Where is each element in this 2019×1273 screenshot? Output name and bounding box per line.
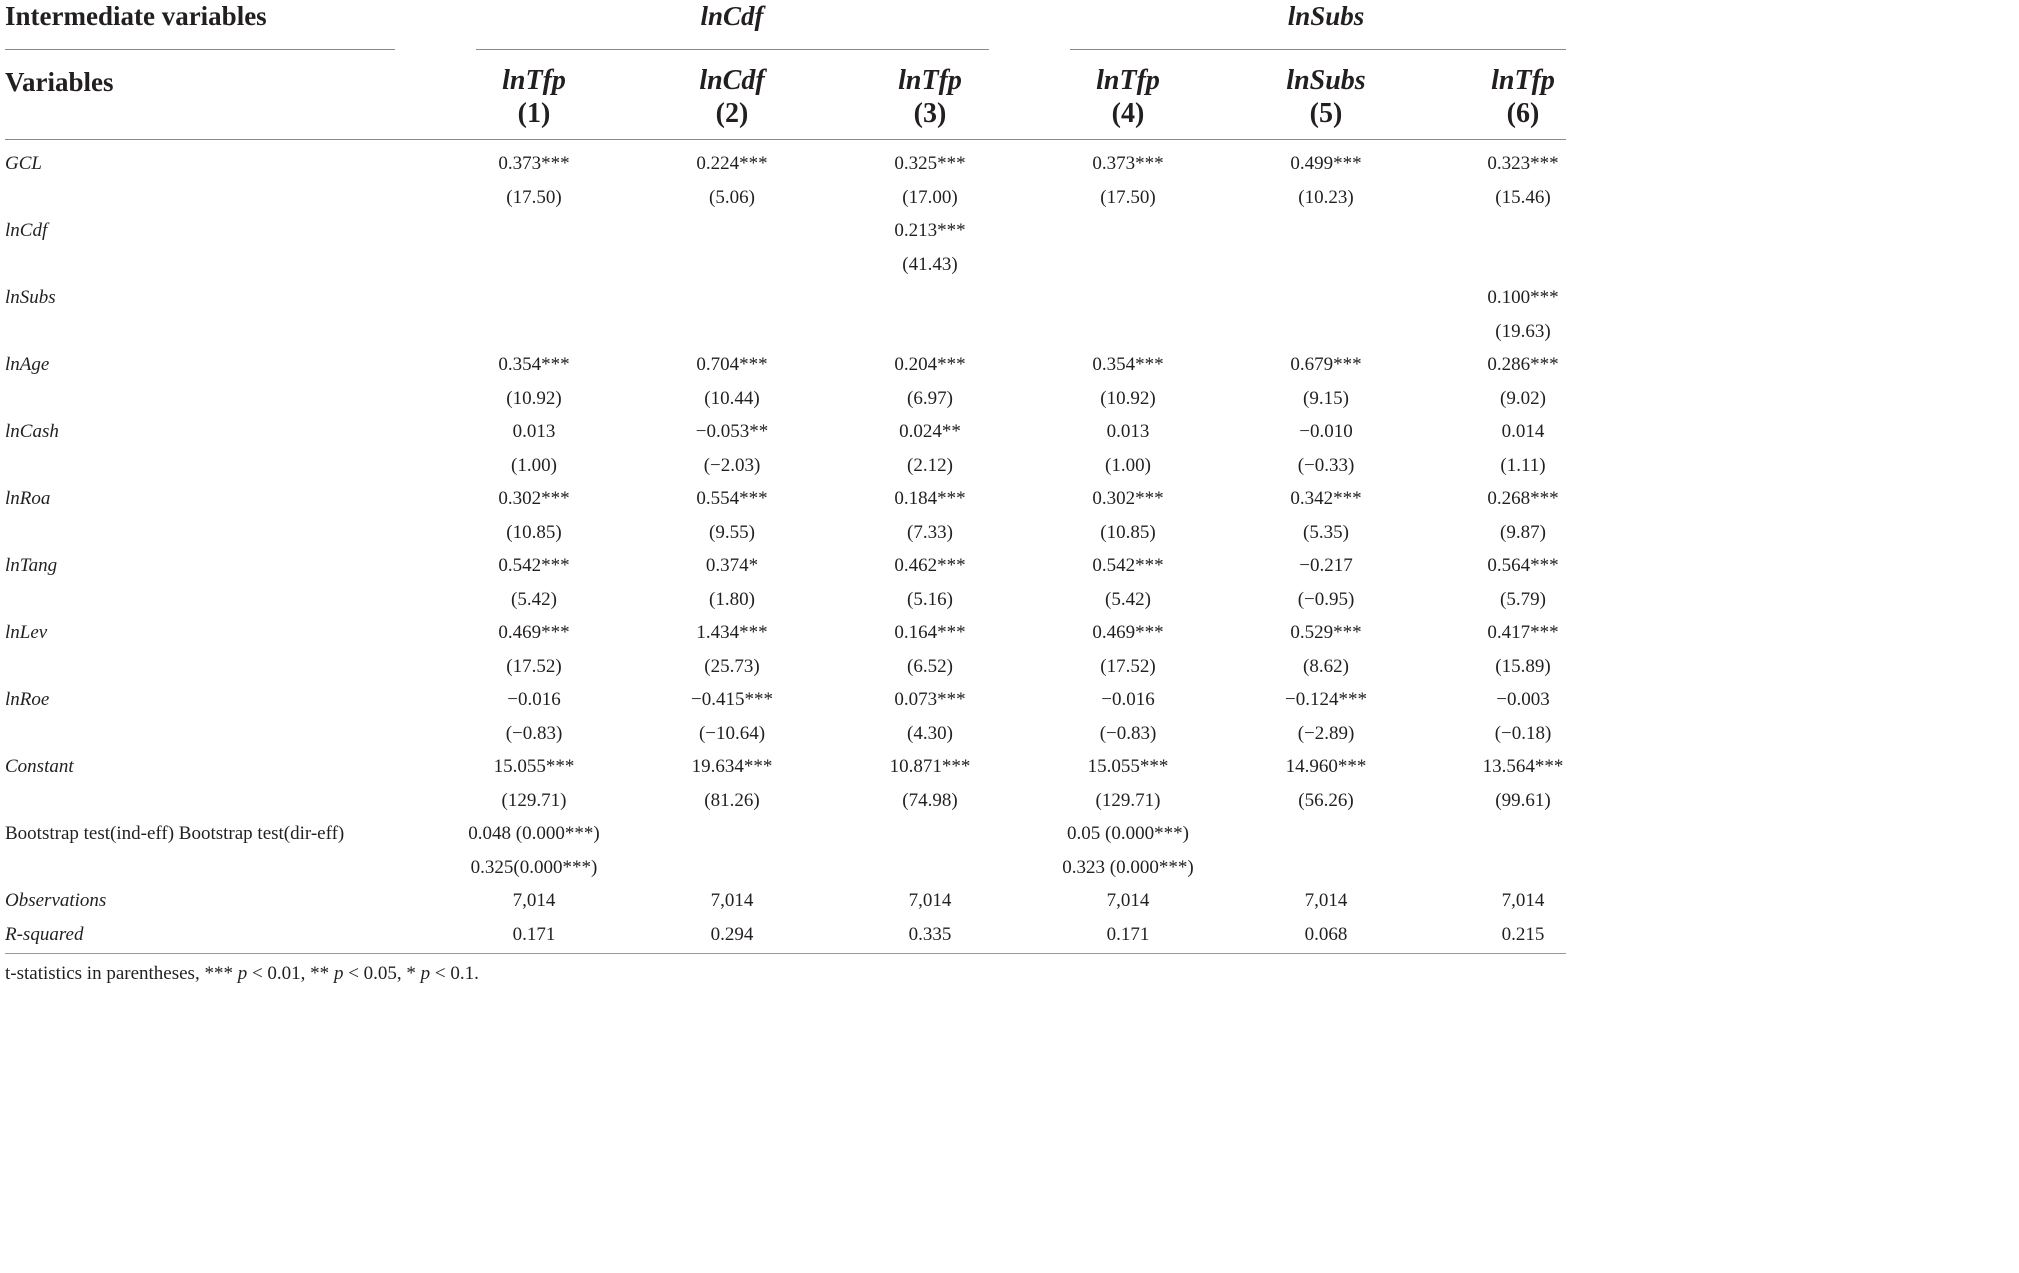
table-row — [0, 549, 1566, 583]
row-label: lnSubs — [5, 287, 56, 308]
column-name: lnTfp — [1096, 65, 1160, 96]
footnote-p1: p — [237, 963, 248, 984]
row-label: GCL — [5, 153, 42, 174]
table-cell: 0.354*** — [498, 354, 570, 375]
table-cell: 1.434*** — [696, 622, 768, 643]
footnote-t1: < 0.01, ** — [247, 963, 334, 984]
table-cell: 0.213*** — [894, 220, 966, 241]
corner-title: Intermediate variables — [5, 1, 267, 31]
row-label: lnTang — [5, 555, 58, 576]
column-number: (5) — [1309, 98, 1343, 129]
table-cell: 0.048 (0.000***) — [468, 823, 600, 844]
row-label: lnCdf — [5, 220, 48, 241]
table-cell: 0.024** — [899, 421, 961, 442]
table-row — [0, 750, 1566, 784]
table-row — [0, 683, 1566, 717]
column-name: lnTfp — [898, 65, 962, 96]
table-row — [0, 884, 1566, 918]
table-cell: (74.98) — [902, 789, 958, 811]
table-cell: (129.71) — [1095, 789, 1161, 811]
table-cell: (5.06) — [709, 186, 755, 208]
row-label: lnRoa — [5, 488, 51, 509]
table-cell: (5.16) — [907, 588, 953, 610]
table-cell: (17.50) — [1100, 186, 1156, 208]
table-cell: −0.415*** — [691, 689, 773, 710]
table-row — [0, 248, 1566, 282]
table-cell: (7.33) — [907, 521, 953, 543]
table-cell: 0.335 — [908, 923, 952, 945]
table-cell: 19.634*** — [691, 756, 773, 777]
column-header-2 — [699, 64, 764, 130]
table-cell: (15.46) — [1495, 186, 1551, 208]
group-header-lncdf: lnCdf — [700, 1, 764, 31]
table-row — [0, 583, 1566, 617]
table-cell: 7,014 — [1304, 890, 1348, 911]
table-cell: (5.42) — [1105, 588, 1151, 610]
table-row — [0, 482, 1566, 516]
table-row — [0, 817, 1566, 851]
table-cell: −0.016 — [507, 689, 561, 710]
table-cell: (10.23) — [1298, 186, 1354, 208]
column-header-4 — [1096, 64, 1160, 130]
table-cell: (−2.89) — [1297, 722, 1355, 744]
table-cell: 0.704*** — [696, 354, 768, 375]
table-cell: 0.215 — [1501, 923, 1545, 945]
column-header-1 — [502, 64, 566, 130]
table-row — [0, 851, 1566, 885]
table-cell: 0.342*** — [1290, 488, 1362, 509]
footnote-prefix: t-statistics in parentheses, *** — [5, 963, 238, 984]
table-cell: 0.679*** — [1290, 354, 1362, 375]
footnote-t3: < 0.1. — [430, 963, 479, 984]
table-cell: 0.164*** — [894, 622, 966, 643]
table-cell: 0.068 — [1304, 923, 1348, 945]
footnote — [5, 960, 479, 988]
table-cell: 0.184*** — [894, 488, 966, 509]
table-cell: (81.26) — [704, 789, 760, 811]
table-cell: (2.12) — [907, 454, 953, 476]
table-cell: (1.00) — [1105, 454, 1151, 476]
row-label: lnAge — [5, 354, 50, 375]
column-number: (2) — [715, 98, 749, 129]
column-number: (6) — [1506, 98, 1540, 129]
table-row — [0, 918, 1566, 952]
table-bottom-rule — [5, 953, 1566, 954]
table-cell: (−0.95) — [1297, 588, 1355, 610]
table-cell: 7,014 — [710, 890, 754, 911]
row-label: R-squared — [5, 923, 84, 945]
table-cell: (−0.33) — [1297, 454, 1355, 476]
table-cell: 0.373*** — [1092, 153, 1164, 174]
rule-under-lncdf-group — [476, 49, 989, 50]
table-cell: −0.053** — [695, 421, 769, 442]
table-cell: 0.268*** — [1487, 488, 1559, 509]
table-cell: (8.62) — [1303, 655, 1349, 677]
table-cell: (9.87) — [1500, 521, 1546, 543]
column-header-3 — [898, 64, 962, 130]
table-row — [0, 616, 1566, 650]
table-row — [0, 415, 1566, 449]
table-row — [0, 214, 1566, 248]
column-name: lnTfp — [502, 65, 566, 96]
table-cell: 7,014 — [908, 890, 952, 911]
table-cell: (10.92) — [1100, 387, 1156, 409]
row-label: Bootstrap test(ind-eff) Bootstrap test(dir-eff) — [5, 823, 345, 844]
table-cell: (10.85) — [506, 521, 562, 543]
table-cell: 0.073*** — [894, 689, 966, 710]
table-cell: −0.003 — [1496, 689, 1550, 710]
table-cell: 0.564*** — [1487, 555, 1559, 576]
table-row — [0, 181, 1566, 215]
table-row — [0, 784, 1566, 818]
table-cell: (1.80) — [709, 588, 755, 610]
table-cell: (10.85) — [1100, 521, 1156, 543]
table-cell: 0.499*** — [1290, 153, 1362, 174]
table-cell: 0.542*** — [498, 555, 570, 576]
table-cell: (15.89) — [1495, 655, 1551, 677]
column-number: (3) — [913, 98, 947, 129]
footnote-p3: p — [420, 963, 431, 984]
column-name: lnCdf — [699, 65, 765, 96]
table-cell: (129.71) — [501, 789, 567, 811]
table-row — [0, 449, 1566, 483]
table-cell: 0.374* — [705, 555, 759, 576]
table-row — [0, 281, 1566, 315]
column-header-6 — [1491, 64, 1555, 130]
footnote-t2: < 0.05, * — [343, 963, 421, 984]
table-cell: (17.52) — [1100, 655, 1156, 677]
table-cell: (25.73) — [704, 655, 760, 677]
table-cell: 0.325(0.000***) — [470, 856, 598, 878]
column-name: lnTfp — [1491, 65, 1555, 96]
table-cell: 10.871*** — [889, 756, 971, 777]
table-cell: 0.224*** — [696, 153, 768, 174]
table-cell: (−0.18) — [1494, 722, 1552, 744]
table-cell: −0.217 — [1299, 555, 1353, 576]
table-cell: 0.05 (0.000***) — [1067, 823, 1189, 844]
row-label: lnLev — [5, 622, 48, 643]
table-cell: 15.055*** — [1087, 756, 1169, 777]
table-cell: 0.554*** — [696, 488, 768, 509]
table-cell: 0.417*** — [1487, 622, 1559, 643]
table-cell: 15.055*** — [493, 756, 575, 777]
table-cell: 0.100*** — [1487, 287, 1559, 308]
table-cell: 0.204*** — [894, 354, 966, 375]
table-cell: (5.42) — [511, 588, 557, 610]
table-cell: 0.529*** — [1290, 622, 1362, 643]
table-cell: (−0.83) — [505, 722, 563, 744]
table-cell: (1.00) — [511, 454, 557, 476]
table-cell: 0.171 — [1106, 923, 1150, 945]
table-cell: (−0.83) — [1099, 722, 1157, 744]
table-cell: (6.52) — [907, 655, 953, 677]
table-cell: 0.171 — [512, 923, 556, 945]
table-cell: 0.286*** — [1487, 354, 1559, 375]
table-row — [0, 516, 1566, 550]
table-cell: (9.15) — [1303, 387, 1349, 409]
row-label: lnRoe — [5, 689, 50, 710]
table-cell: 0.294 — [710, 923, 754, 945]
table-cell: (99.61) — [1495, 789, 1551, 811]
table-cell: (1.11) — [1500, 454, 1546, 476]
table-cell: 0.469*** — [498, 622, 570, 643]
table-cell: −0.124*** — [1285, 689, 1367, 710]
group-header-lnsubs: lnSubs — [1287, 1, 1365, 31]
column-name: lnSubs — [1286, 65, 1366, 96]
row-label: Constant — [5, 756, 74, 777]
table-cell: (−10.64) — [698, 722, 766, 744]
table-cell: (9.02) — [1500, 387, 1546, 409]
table-cell: 0.013 — [512, 421, 556, 442]
column-number: (4) — [1111, 98, 1145, 129]
footnote-p2: p — [333, 963, 344, 984]
rule-under-corner-title — [5, 49, 395, 50]
table-cell: 7,014 — [1501, 890, 1545, 911]
table-row — [0, 382, 1566, 416]
table-cell: −0.010 — [1299, 421, 1353, 442]
table-cell: (6.97) — [907, 387, 953, 409]
table-cell: (17.00) — [902, 186, 958, 208]
variables-header: Variables — [5, 67, 114, 97]
table-cell: 0.302*** — [498, 488, 570, 509]
table-cell: 13.564*** — [1482, 756, 1564, 777]
table-row — [0, 348, 1566, 382]
table-cell: 0.542*** — [1092, 555, 1164, 576]
table-cell: 0.462*** — [894, 555, 966, 576]
table-cell: (4.30) — [907, 722, 953, 744]
table-cell: (5.35) — [1303, 521, 1349, 543]
table-row — [0, 147, 1566, 181]
table-cell: 14.960*** — [1285, 756, 1367, 777]
table-row — [0, 315, 1566, 349]
table-cell: (17.50) — [506, 186, 562, 208]
table-cell: 0.354*** — [1092, 354, 1164, 375]
table-cell: 0.373*** — [498, 153, 570, 174]
table-cell: (19.63) — [1495, 320, 1551, 342]
rule-under-lnsubs-group — [1070, 49, 1566, 50]
table-cell: 7,014 — [512, 890, 556, 911]
table-cell: 0.013 — [1106, 421, 1150, 442]
table-cell: 7,014 — [1106, 890, 1150, 911]
table-cell: (10.92) — [506, 387, 562, 409]
table-cell: (56.26) — [1298, 789, 1354, 811]
column-header-5 — [1286, 64, 1365, 130]
table-cell: (41.43) — [902, 253, 958, 275]
table-cell: (17.52) — [506, 655, 562, 677]
column-number: (1) — [517, 98, 551, 129]
table-cell: 0.323 (0.000***) — [1062, 856, 1194, 878]
table-cell: −0.016 — [1101, 689, 1155, 710]
table-cell: (−2.03) — [703, 454, 761, 476]
table-cell: 0.014 — [1501, 421, 1545, 442]
table-cell: 0.325*** — [894, 153, 966, 174]
row-label: Observations — [5, 890, 107, 911]
table-cell: 0.302*** — [1092, 488, 1164, 509]
table-cell: (5.79) — [1500, 588, 1546, 610]
header-bottom-rule — [5, 139, 1566, 140]
table-cell: (10.44) — [704, 387, 760, 409]
table-cell: 0.323*** — [1487, 153, 1559, 174]
table-cell: 0.469*** — [1092, 622, 1164, 643]
table-cell: (9.55) — [709, 521, 755, 543]
table-row — [0, 717, 1566, 751]
row-label: lnCash — [5, 421, 59, 442]
table-row — [0, 650, 1566, 684]
